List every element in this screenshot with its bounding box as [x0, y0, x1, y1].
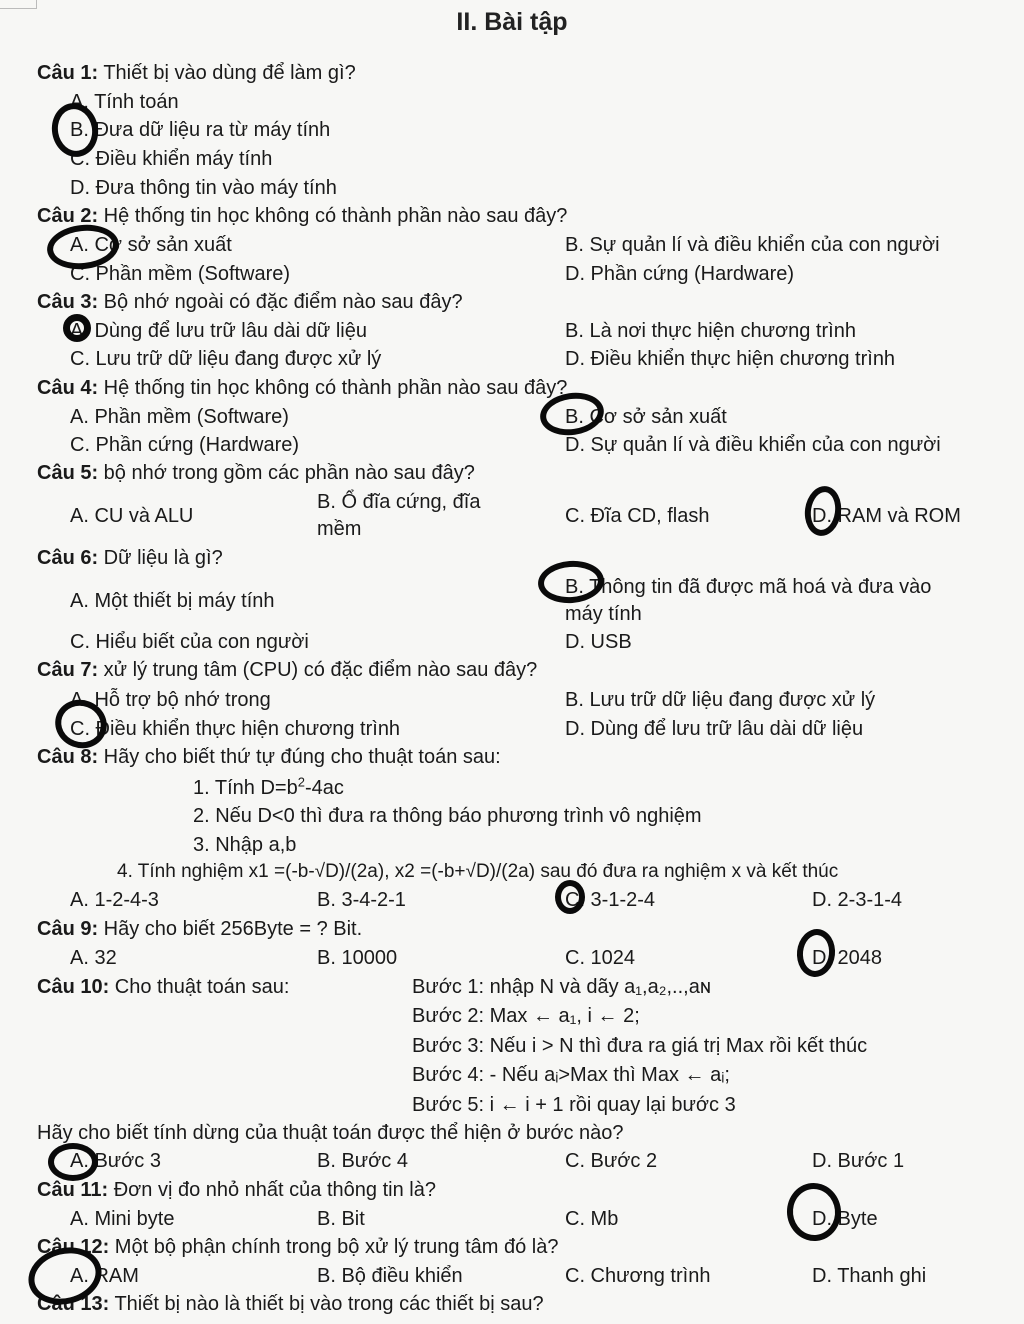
question-5: [37, 461, 475, 485]
q8-answer-c: C. 3-1-2-4: [565, 889, 656, 911]
q8-answer-a: A. 1-2-4-3: [70, 889, 159, 911]
q11-answer-a: A. Mini byte: [70, 1208, 175, 1230]
question-text: Hệ thống tin học không có thành phần nào sau đây?: [98, 205, 568, 227]
q3-answer-b: B. Là nơi thực hiện chương trình: [565, 320, 856, 342]
q9-answer-c: C. 1024: [565, 947, 636, 969]
q9-answer-b: B. 10000: [317, 947, 398, 969]
q2-answer-a: A. Cơ sở sản xuất: [70, 234, 232, 256]
question-number: Câu 12:: [37, 1236, 110, 1258]
q11-answer-b: B. Bit: [317, 1208, 365, 1230]
exponent: 2: [297, 774, 305, 790]
question-text: Thiết bị nào là thiết bị vào trong các thiết bị sau?: [109, 1293, 544, 1315]
page-title: II. Bài tập: [456, 8, 568, 36]
question-9: [37, 917, 362, 941]
question-text: Bộ nhớ ngoài có đặc điểm nào sau đây?: [98, 291, 463, 313]
question-11: [37, 1178, 436, 1202]
q2-answer-c: C. Phần mềm (Software): [70, 263, 291, 285]
q10-answer-a: A. Bước 3: [70, 1150, 161, 1172]
question-12: [37, 1235, 558, 1259]
q8-answer-d: D. 2-3-1-4: [812, 889, 903, 911]
q5-answer-b-line2: mềm: [317, 518, 362, 540]
question-number: Câu 6:: [37, 547, 99, 569]
question-2: [37, 204, 567, 228]
question-number: Câu 3:: [37, 291, 99, 313]
q2-answer-d: D. Phần cứng (Hardware): [565, 263, 795, 285]
question-text: xử lý trung tâm (CPU) có đặc điểm nào sau đây?: [98, 659, 538, 681]
q6-answer-b-line2: máy tính: [565, 603, 642, 625]
question-number: Câu 9:: [37, 918, 99, 940]
question-3: [37, 290, 463, 314]
q10-prompt: Hãy cho biết tính dừng của thuật toán được thể hiện ở bước nào?: [37, 1122, 624, 1144]
q12-answer-d: D. Thanh ghi: [812, 1265, 927, 1287]
question-number: Câu 13:: [37, 1293, 110, 1315]
q3-answer-a: A. Dùng để lưu trữ lâu dài dữ liệu: [70, 320, 367, 342]
question-4: [37, 376, 567, 400]
q6-answer-d: D. USB: [565, 631, 632, 653]
q3-answer-d: D. Điều khiển thực hiện chương trình: [565, 348, 896, 370]
q5-answer-b-line1: B. Ổ đĩa cứng, đĩa: [317, 491, 481, 513]
question-number: Câu 5:: [37, 462, 99, 484]
q10-answer-d: D. Bước 1: [812, 1150, 905, 1172]
question-text: bộ nhớ trong gồm các phần nào sau đây?: [98, 462, 475, 484]
q12-answer-b: B. Bộ điều khiển: [317, 1265, 463, 1287]
q8-step-1: [193, 776, 344, 800]
q2-answer-b: B. Sự quản lí và điều khiển của con người: [565, 234, 940, 256]
q1-answer-b: B. Đưa dữ liệu ra từ máy tính: [70, 119, 331, 141]
q5-answer-c: C. Đĩa CD, flash: [565, 505, 710, 527]
q5-answer-d: D. RAM và ROM: [812, 505, 961, 527]
question-number: Câu 7:: [37, 659, 99, 681]
question-text: Hệ thống tin học không có thành phần nào sau đây?: [98, 377, 568, 399]
question-text: Cho thuật toán sau:: [109, 976, 290, 998]
q8-answer-b: B. 3-4-2-1: [317, 889, 406, 911]
question-8: [37, 745, 501, 769]
question-number: Câu 11:: [37, 1179, 109, 1201]
q1-answer-a: A. Tính toán: [70, 91, 179, 113]
q10-step-5: Bước 5: i ← i + 1 rồi quay lại bước 3: [412, 1094, 736, 1116]
q4-answer-c: C. Phần cứng (Hardware): [70, 434, 300, 456]
q12-answer-a: A. RAM: [70, 1265, 139, 1287]
q9-answer-d: D. 2048: [812, 947, 883, 969]
q9-answer-a: A. 32: [70, 947, 117, 969]
q4-answer-a: A. Phần mềm (Software): [70, 406, 289, 428]
question-7: [37, 658, 537, 682]
question-text: Dữ liệu là gì?: [98, 547, 223, 569]
q8-step-1-rest: -4ac: [304, 777, 344, 799]
question-number: Câu 1:: [37, 62, 99, 84]
question-text: Một bộ phận chính trong bộ xử lý trung tâm đó là?: [109, 1236, 559, 1258]
q10-step-4: Bước 4: - Nếu aᵢ>Max thì Max ← aᵢ;: [412, 1064, 730, 1086]
question-10: [37, 975, 289, 999]
question-text: Hãy cho biết 256Byte = ? Bit.: [98, 918, 363, 940]
question-text: Đơn vị đo nhỏ nhất của thông tin là?: [108, 1179, 436, 1201]
q6-answer-c: C. Hiểu biết của con người: [70, 631, 309, 653]
q7-answer-a: A. Hỗ trợ bộ nhớ trong: [70, 689, 271, 711]
q4-answer-b: B. Cơ sở sản xuất: [565, 406, 727, 428]
q11-answer-c: C. Mb: [565, 1208, 619, 1230]
q8-step-1-text: 1. Tính D=b: [193, 777, 298, 799]
q4-answer-d: D. Sự quản lí và điều khiển của con người: [565, 434, 941, 456]
q6-answer-a: A. Một thiết bị máy tính: [70, 590, 275, 612]
q3-answer-c: C. Lưu trữ dữ liệu đang được xử lý: [70, 348, 382, 370]
question-text: Hãy cho biết thứ tự đúng cho thuật toán sau:: [98, 746, 501, 768]
q1-answer-c: C. Điều khiển máy tính: [70, 148, 273, 170]
q8-step-3: 3. Nhập a,b: [193, 834, 297, 856]
q6-answer-b-line1: B. Thông tin đã được mã hoá và đưa vào: [565, 576, 932, 598]
question-6: [37, 546, 223, 570]
q1-answer-d: D. Đưa thông tin vào máy tính: [70, 177, 337, 199]
q8-step-2: 2. Nếu D<0 thì đưa ra thông báo phương trình vô nghiệm: [193, 805, 702, 827]
q10-step-3: Bước 3: Nếu i > N thì đưa ra giá trị Max rồi kết thúc: [412, 1035, 868, 1057]
question-number: Câu 10:: [37, 976, 110, 998]
q12-answer-c: C. Chương trình: [565, 1265, 711, 1287]
q7-answer-c: C. Điều khiển thực hiện chương trình: [70, 718, 401, 740]
q10-answer-c: C. Bước 2: [565, 1150, 658, 1172]
q11-answer-d: D. Byte: [812, 1208, 878, 1230]
q5-answer-a: A. CU và ALU: [70, 505, 194, 527]
q7-answer-b: B. Lưu trữ dữ liệu đang được xử lý: [565, 689, 876, 711]
question-text: Thiết bị vào dùng để làm gì?: [98, 62, 356, 84]
q10-answer-b: B. Bước 4: [317, 1150, 408, 1172]
q10-step-1: Bước 1: nhập N và dãy a₁,a₂,..,aɴ: [412, 976, 711, 998]
q10-step-2: Bước 2: Max ← a₁, i ← 2;: [412, 1005, 640, 1027]
question-1: [37, 61, 356, 85]
question-number: Câu 8:: [37, 746, 99, 768]
q7-answer-d: D. Dùng để lưu trữ lâu dài dữ liệu: [565, 718, 864, 740]
question-number: Câu 4:: [37, 377, 99, 399]
question-13: [37, 1292, 544, 1316]
question-number: Câu 2:: [37, 205, 99, 227]
q8-step-4: 4. Tính nghiệm x1 =(-b-√D)/(2a), x2 =(-b+√D)/(2a) sau đó đưa ra nghiệm x và kết thúc: [117, 861, 839, 882]
